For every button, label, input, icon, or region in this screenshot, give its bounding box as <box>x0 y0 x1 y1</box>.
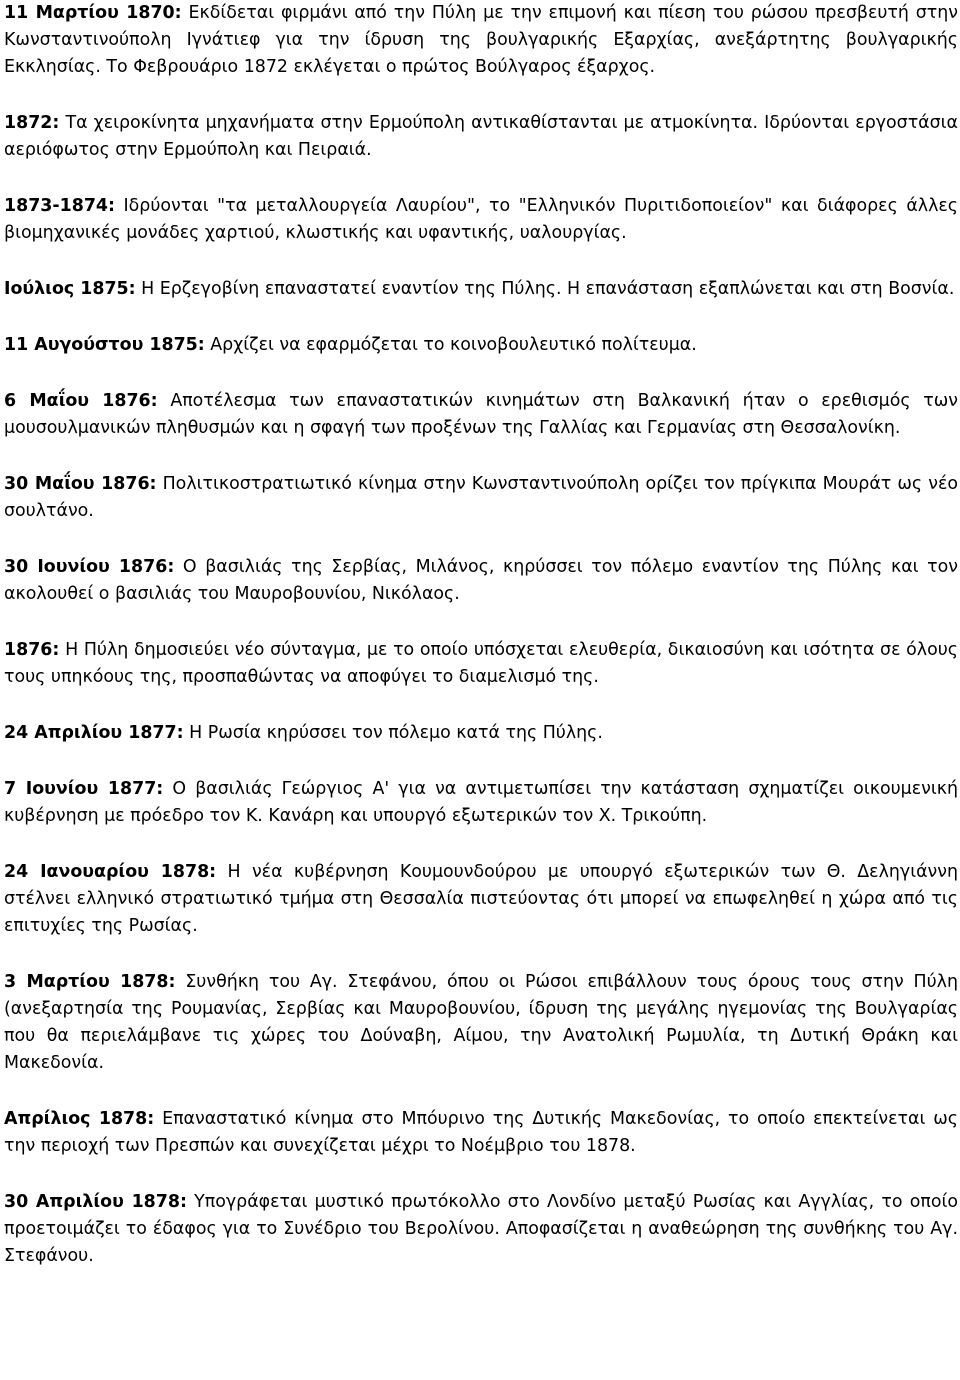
entry-date: 1873-1874: <box>4 196 115 216</box>
entry-text: Υπογράφεται μυστικό πρωτόκολλο στο Λονδίνο μεταξύ Ρωσίας και Αγγλίας, το οποίο προετοιμάζει το έδαφος για το Συνέδριο του Βερολίνου. Αποφασίζεται η αναθεώρηση της συνθήκης του Αγ. Στεφάνου. <box>4 1192 958 1266</box>
entry-date: 3 Μαρτίου 1878: <box>4 972 176 992</box>
entry-date: 30 Ιουνίου 1876: <box>4 557 175 577</box>
entry-date: 30 Μαΐου 1876: <box>4 474 157 494</box>
entry-text: Τα χειροκίνητα μηχανήματα στην Ερμούπολη αντικαθίστανται με ατμοκίνητα. Ιδρύονται εργοστάσια αεριόφωτος στην Ερμούπολη και Πειραιά. <box>4 113 958 160</box>
entry-1877-06-07 <box>4 776 958 830</box>
entry-date: 24 Ιανουαρίου 1878: <box>4 862 217 882</box>
entry-1870-03-11 <box>4 0 958 81</box>
entry-1876-06-30 <box>4 554 958 608</box>
entry-text: Η νέα κυβέρνηση Κουμουνδούρου με υπουργό εξωτερικών των Θ. Δεληγιάννη στέλνει ελληνικό στρατιωτικό τμήμα στη Θεσσαλία πιστεύοντας ότι μπορεί να επωφεληθεί η χώρα από τις επιτυχίες της Ρωσίας. <box>4 862 958 936</box>
entry-date: 11 Αυγούστου 1875: <box>4 335 205 355</box>
entry-1872 <box>4 110 958 164</box>
entry-1878-01-24 <box>4 859 958 940</box>
entry-1876-05-06 <box>4 388 958 442</box>
entry-date: 24 Απριλίου 1877: <box>4 723 184 743</box>
entry-text: Η Ρωσία κηρύσσει τον πόλεμο κατά της Πύλης. <box>189 723 603 743</box>
entry-text: Ο βασιλιάς της Σερβίας, Μιλάνος, κηρύσσει τον πόλεμο εναντίον της Πύλης και τον ακολουθεί ο βασιλιάς του Μαυροβουνίου, Νικόλαος. <box>4 557 958 604</box>
entry-text: Συνθήκη του Αγ. Στεφάνου, όπου οι Ρώσοι επιβάλλουν τους όρους τους στην Πύλη (ανεξαρτησία της Ρουμανίας, Σερβίας και Μαυροβουνίου, ίδρυση της μεγάλης ηγεμονίας της Βουλγαρίας που θα περιελάμβανε τις χώρες του Δούναβη, Αίμου, την Ανατολική Ρωμυλία, τη Δυτική Θράκη και Μακεδονία. <box>4 972 958 1073</box>
entry-1875-07 <box>4 276 958 303</box>
entry-text: Επαναστατικό κίνημα στο Μπόυρινο της Δυτικής Μακεδονίας, το οποίο επεκτείνεται ως την περιοχή των Πρεσπών και συνεχίζεται μέχρι το Νοέμβριο του 1878. <box>4 1109 958 1156</box>
entry-text: Ιδρύονται "τα μεταλλουργεία Λαυρίου", το "Ελληνικόν Πυριτιδοποιείον" και διάφορες άλλες βιομηχανικές μονάδες χαρτιού, κλωστικής και υφαντικής, υαλουργίας. <box>4 196 958 243</box>
entry-1875-08-11 <box>4 332 958 359</box>
entry-1878-04 <box>4 1106 958 1160</box>
entry-date: 1872: <box>4 113 60 133</box>
entry-text: Ο βασιλιάς Γεώργιος Α' για να αντιμετωπίσει την κατάσταση σχηματίζει οικουμενική κυβέρνηση με πρόεδρο τον Κ. Κανάρη και υπουργό εξωτερικών τον Χ. Τρικούπη. <box>4 779 958 826</box>
entry-text: Αποτέλεσμα των επαναστατικών κινημάτων στη Βαλκανική ήταν ο ερεθισμός των μουσουλμανικών πληθυσμών και η σφαγή των προξένων της Γαλλίας και Γερμανίας στη Θεσσαλονίκη. <box>4 391 959 438</box>
entry-1878-03-03 <box>4 969 958 1077</box>
entry-date: 6 Μαΐου 1876: <box>4 391 158 411</box>
entry-date: 30 Απριλίου 1878: <box>4 1192 187 1212</box>
entry-text: Η Πύλη δημοσιεύει νέο σύνταγμα, με το οποίο υπόσχεται ελευθερία, δικαιοσύνη και ισότητα σε όλους τους υπηκόους της, προσπαθώντας να αποφύγει το διαμελισμό της. <box>4 640 959 687</box>
entry-date: Απρίλιος 1878: <box>4 1109 155 1129</box>
entry-1876 <box>4 637 958 691</box>
entry-text: Εκδίδεται φιρμάνι από την Πύλη με την επιμονή και πίεση του ρώσου πρεσβευτή στην Κωνσταντινούπολη Ιγνάτιεφ για την ίδρυση της βουλγαρικής Εξαρχίας, ανεξάρτητης βουλγαρικής Εκκλησίας. Το Φεβρουάριο 1872 εκλέγεται ο πρώτος Βούλγαρος έξαρχος. <box>4 3 959 77</box>
entry-text: Η Ερζεγοβίνη επαναστατεί εναντίον της Πύλης. Η επανάσταση εξαπλώνεται και στη Βοσνία. <box>141 279 955 299</box>
entry-date: Ιούλιος 1875: <box>4 279 136 299</box>
entry-date: 1876: <box>4 640 60 660</box>
entry-date: 11 Μαρτίου 1870: <box>4 3 182 23</box>
entry-date: 7 Ιουνίου 1877: <box>4 779 164 799</box>
entry-text: Αρχίζει να εφαρμόζεται το κοινοβουλευτικό πολίτευμα. <box>210 335 697 355</box>
entry-1873-1874 <box>4 193 958 247</box>
entry-1877-04-24 <box>4 720 958 747</box>
entry-1876-05-30 <box>4 471 958 525</box>
entry-text: Πολιτικοστρατιωτικό κίνημα στην Κωνσταντινούπολη ορίζει τον πρίγκιπα Μουράτ ως νέο σουλτάνο. <box>4 474 958 521</box>
entry-1878-04-30 <box>4 1189 958 1270</box>
